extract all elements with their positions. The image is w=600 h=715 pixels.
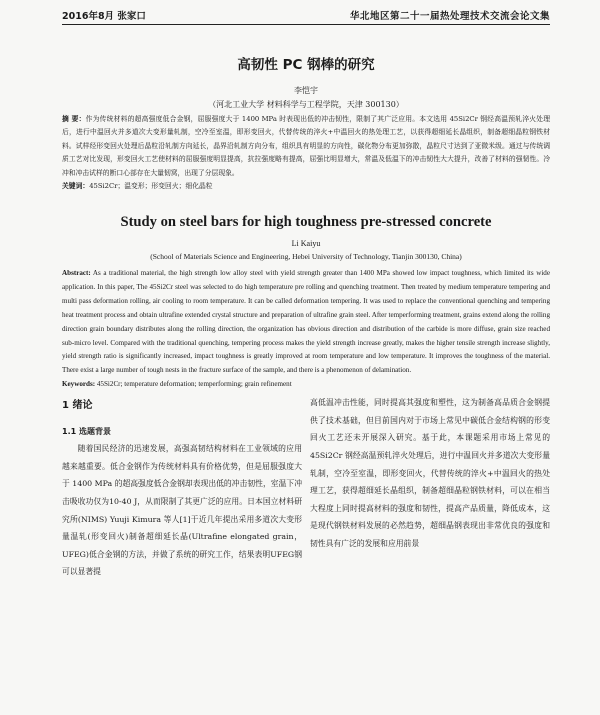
header-proceedings-title: 华北地区第二十一届热处理技术交流会论文集 [349, 11, 550, 22]
english-keywords-text: 45Si2Cr; temperature deformation; temperforming; grain refinement [95, 380, 292, 389]
right-column-paragraph: 高低温冲击性能，同时提高其强度和塑性，这为制备高品质合金钢提供了技术基础，但目前国内对于市场上常见中碳低合金结构钢的形变回火工艺还未开展深入研究。基于此，本课题采用市场上常见的 45Si2Cr 钢经高温预轧淬火处理后，进行中温回火并多道次大变形量轧制，空冷至室温，即形变回火，代替传统的淬火+中温回火的热处理工艺，获得超细延长晶组织，制备超细晶粒钢铁材料，可以在相当大程度上同时提高材料的强度和韧性，提高产品质量，降低成本，这是现代钢铁材料发展的必然趋势，超细晶钢表现出非常优良的强度和韧性具有广泛的发展和应用前景 [310, 398, 550, 549]
english-keywords-label: Keywords: [62, 380, 96, 389]
chinese-author: 李恺宇 [294, 86, 318, 95]
english-keywords [62, 378, 550, 390]
english-abstract-text: As a traditional material, the high strength low alloy steel with yield strength greater than 1400 MPa showed low impact toughness, which limited its wide application. In this paper, The 45Si2Cr steel was selected to do high temperature pre rolling and quenching treatment. Then treated by medium temperature tempering and multi pass deformation rolling, air cooling to room temperature. It can be called deformation tempering. It was used to replace the conventional quenching and tempering heat treatment process and obtain ultrafine extended crystal structure and preparation of ultrafine grain steel. After temperforming treatment, grains extend along the rolling direction grain boundary distributes along the rolling direction, the organization has obvious direction and distribution of the carbide is more diffuse, grain size reached sub-micro level. Compared with the traditional quenching, tempering process makes the yield strength increase greatly, makes the higher tensile strength increase slightly, yield strength ratio is significantly increased, impact toughness is greatly improved at room temperature and low temperature. It improves the toughness of the material. There exist a large number of tough nests in the fracture surface of the sample, and there is a phenomenon of delamination. [62, 269, 550, 375]
chinese-title: 高韧性 PC 钢棒的研究 [237, 57, 375, 73]
chinese-keywords [62, 180, 550, 192]
left-column [62, 394, 302, 581]
subsection-heading: 1.1 选题背景 [62, 427, 111, 437]
english-author: Li Kaiyu [291, 239, 321, 249]
right-column [310, 394, 550, 581]
chinese-abstract-label: 摘 要： [62, 115, 86, 123]
chinese-keywords-text: 45Si2Cr；温变形；形变回火；细化晶粒 [89, 182, 213, 191]
body-columns [62, 394, 550, 581]
english-affiliation: (School of Materials Science and Engineering, Hebei University of Technology, Tianjin 300130, China) [150, 252, 462, 262]
english-abstract [62, 267, 550, 378]
english-title: Study on steel bars for high toughness pre-stressed concrete [120, 214, 492, 231]
section-heading: 1 绪论 [62, 400, 93, 412]
english-abstract-label: Abstract: [62, 269, 91, 278]
header-date-location: 2016年8月 张家口 [62, 11, 146, 22]
chinese-affiliation: （河北工业大学 材料科学与工程学院，天津 300130） [208, 100, 404, 109]
left-column-paragraph: 随着国民经济的迅速发展，高强高韧结构材料在工业领域的应用越来越重要。低合金钢作为传统材料具有价格优势，但是屈服强度大于 1400 MPa 的超高强度低合金钢却表现出低的冲击韧性，室温下冲击吸收功仅为10-40 J，从而限制了其更广泛的应用。日本国立材料研究所(NIMS) Yuuji Kimura 等人[1]于近几年提出采用多道次大变形量温轧(形变回火)制备超细延长晶(Ultrafine elongated grain，UFEG)低合金钢的方法，并做了系统的研究工作，结果表明UFEG钢可以显著提 [62, 444, 302, 577]
running-header [62, 0, 550, 25]
chinese-abstract [62, 113, 550, 180]
chinese-keywords-label: 关键词： [62, 182, 90, 191]
chinese-abstract-text: 作为传统材料的超高强度低合金钢，屈服强度大于 1400 MPa 时表现出低的冲击韧性，限制了其广泛应用。本文选用 45Si2Cr 钢经高温预轧淬火处理后，进行中温回火并多道次大变形量轧制，空冷至室温，即形变回火，代替传统的淬火+中温回火的热处理工艺，以获得超细延长晶组织，制备超细晶粒钢铁材料。试样经形变回火处理后晶粒沿轧制方向延长，晶界沿轧制方向分布，组织具有明显的方向性，碳化物分布更加弥散，晶粒尺寸达到了亚微米级。通过与传统调质工艺对比发现，形变回火工艺使材料的屈服强度明显提高，抗拉强度略有提高，屈强比明显增大，常温及低温下的冲击韧性大大提升，改善了材料的强韧性。冷冲和冲击试样的断口心部存在大量韧窝，出现了分层现象。 [62, 115, 550, 177]
